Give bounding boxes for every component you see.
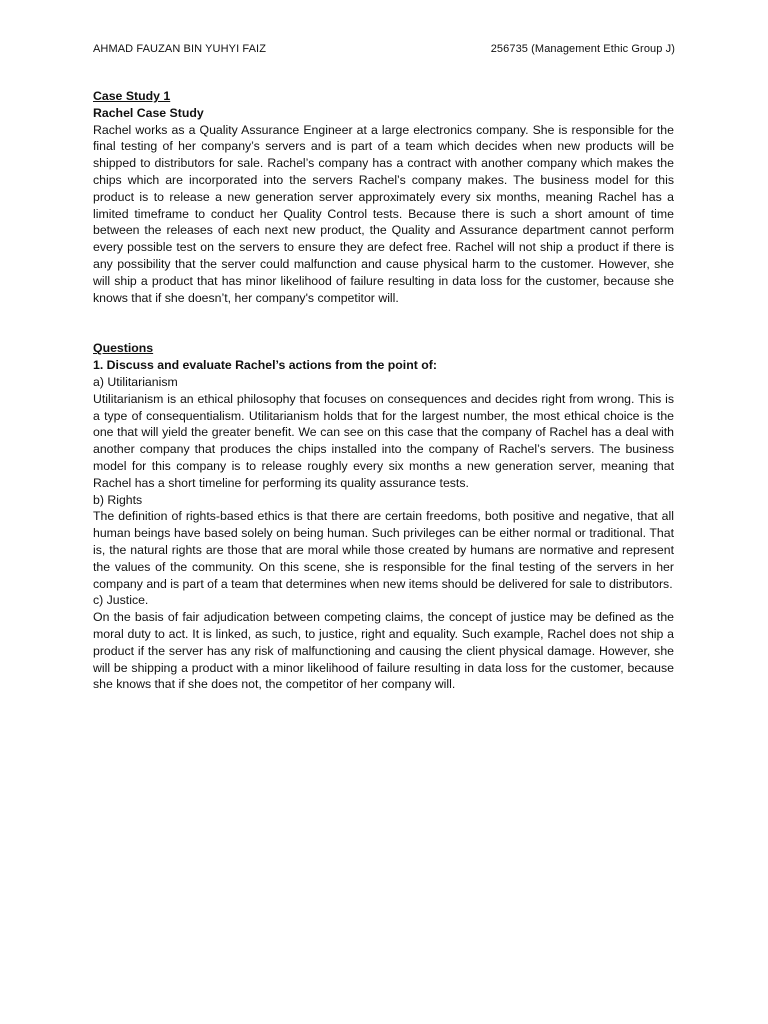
course-info: 256735 (Management Ethic Group J)	[490, 43, 675, 55]
section-label-rights: b) Rights	[93, 492, 143, 507]
questions-heading: Questions	[93, 341, 154, 356]
section-text-utilitarianism: Utilitarianism is an ethical philosophy that focuses on consequences and decides right from wrong. This is a type of consequentialism. Utilitarianism holds that for the largest number, the most ethical choice is the one that will yield the greater benefit. We can see on this case that the company of Rachel has a deal with another company that produces the chips installed into the company of Rachel’s servers. The business model for this company is to release roughly every six months a new generation server, meaning that Rachel has a short timeline for performing its quality assurance tests.	[93, 391, 674, 490]
section-text-rights: The definition of rights-based ethics is that there are certain freedoms, both positive and negative, that all human beings have based solely on being human. Such privileges can be either normal or traditional. That is, the natural rights are those that are moral while those created by humans are normative and represent the values of the community. On this scene, she is responsible for the final testing of the servers in her company and is part of a team that determines when new items should be delivered for sale to distributors.	[93, 509, 674, 591]
section-spacer	[93, 306, 674, 340]
case-study-paragraph: Rachel works as a Quality Assurance Engineer at a large electronics company. She is responsible for the final testing of her company’s servers and is part of a team which decides when new products will be shipped to distributors for sale. Rachel’s company has a contract with another company which makes the chips which are incorporated into the servers Rachel’s company makes. The business model for this product is to release a new generation server approximately every six months, meaning Rachel has a limited timeframe to conduct her Quality Control tests. Because there is such a short amount of time between the releases of each next new product, the Quality and Assurance department cannot perform every possible test on the servers to ensure they are defect free. Rachel will not ship a product if there is any possibility that the server could malfunction and cause physical harm to the customer. However, she will ship a product that has minor likelihood of failure resulting in data loss for the customer, because she knows that if she doesn’t, her company's competitor will.	[93, 122, 674, 305]
case-study-title: Case Study 1	[93, 89, 171, 103]
section-label-utilitarianism: a) Utilitarianism	[93, 374, 178, 389]
document-body	[93, 88, 674, 693]
section-label-justice: c) Justice.	[93, 593, 149, 608]
author-name: AHMAD FAUZAN BIN YUHYI FAIZ	[93, 43, 267, 55]
question-1: 1. Discuss and evaluate Rachel’s actions from the point of:	[93, 358, 437, 373]
section-text-justice: On the basis of fair adjudication between competing claims, the concept of justice may be defined as the moral duty to act. It is linked, as such, to justice, right and equality. Such example, Rachel does not ship a product if the server has any risk of malfunctioning and causing the client physical damage. However, she will be shipping a product with a minor likelihood of failure resulting in data loss for the customer, because she knows that if she does not, the competitor of her company will.	[93, 610, 674, 692]
case-study-subtitle: Rachel Case Study	[93, 105, 204, 120]
